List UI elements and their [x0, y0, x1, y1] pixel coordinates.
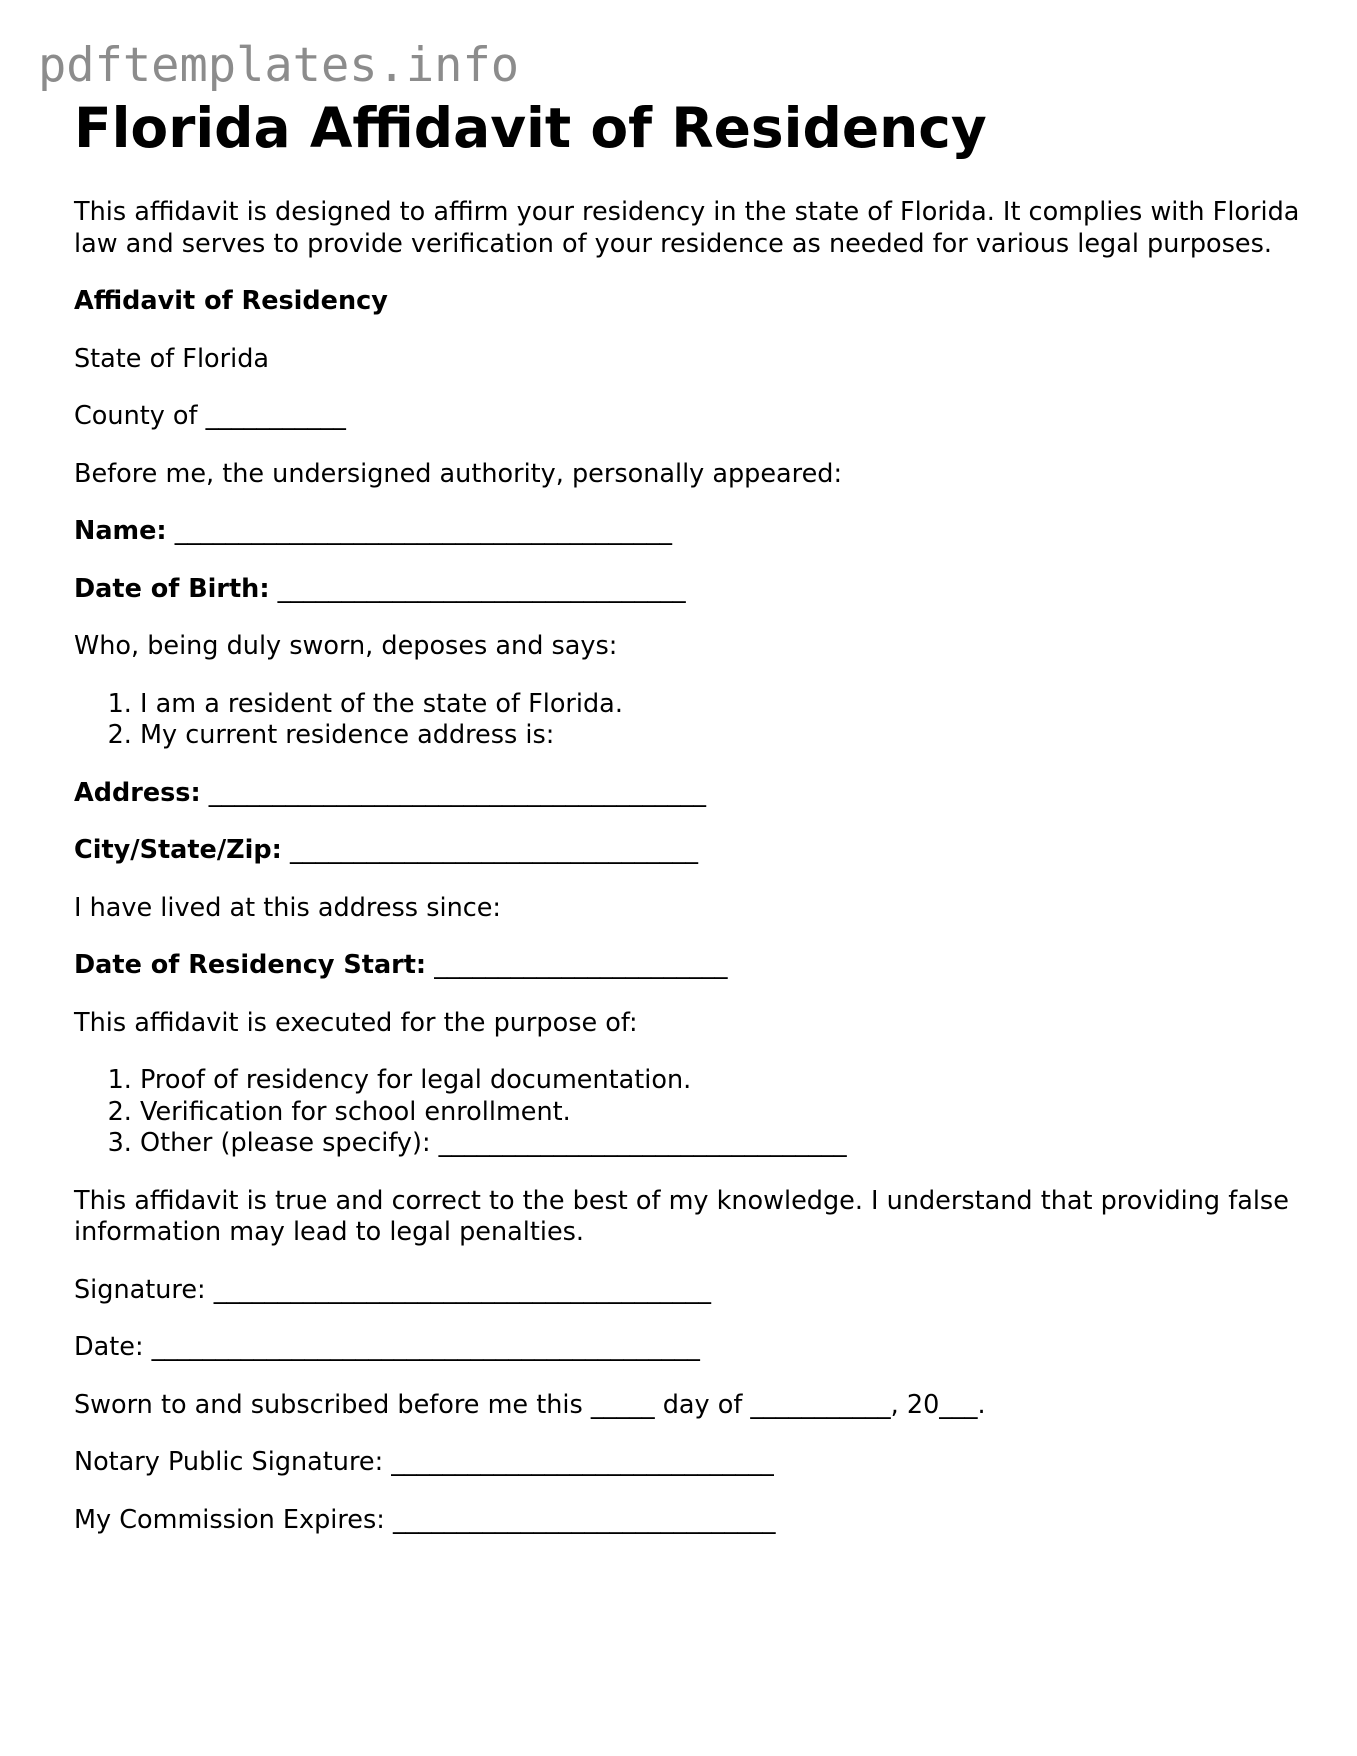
- address-label: Address:: [74, 777, 201, 808]
- residency-start-field: [74, 950, 1314, 982]
- before-me-line: Before me, the undersigned authority, personally appeared:: [74, 458, 843, 489]
- city-state-zip-field: [74, 835, 1314, 867]
- list-item: 2. My current residence address is:: [140, 720, 1314, 752]
- purpose-intro: This affidavit is executed for the purpose of:: [74, 1007, 638, 1038]
- list-item: 1. Proof of residency for legal documentation.: [140, 1065, 1314, 1097]
- lived-since-line: I have lived at this address since:: [74, 892, 502, 923]
- dob-blank[interactable]: ________________________________: [277, 573, 686, 604]
- list-item: 2. Verification for school enrollment.: [140, 1097, 1314, 1129]
- name-blank[interactable]: _______________________________________: [174, 516, 672, 546]
- city-state-zip-label: City/State/Zip:: [74, 835, 282, 865]
- residency-start-blank[interactable]: _______________________: [434, 950, 728, 980]
- dob-label: Date of Birth:: [74, 573, 270, 604]
- notary-signature-line[interactable]: Notary Public Signature: ______________________________: [74, 1447, 774, 1477]
- truth-statement: This affidavit is true and correct to the best of my knowledge. I understand that providing false information may lead to legal penalties.: [74, 1185, 1289, 1247]
- purposes-list: [74, 1065, 1314, 1160]
- document-title: Florida Affidavit of Residency: [74, 96, 987, 160]
- sworn-line: Who, being duly sworn, deposes and says:: [74, 631, 618, 661]
- residency-start-label: Date of Residency Start:: [74, 950, 427, 980]
- address-field: [74, 778, 1314, 810]
- document-page: [74, 96, 1314, 1536]
- statements-list: [74, 689, 1314, 752]
- list-item[interactable]: 3. Other (please specify): ________________________________: [140, 1128, 1314, 1160]
- name-field: [74, 516, 1314, 548]
- signature-line[interactable]: Signature: _______________________________________: [74, 1274, 711, 1305]
- name-label: Name:: [74, 516, 167, 546]
- address-blank[interactable]: _______________________________________: [208, 777, 707, 808]
- commission-expires-line[interactable]: My Commission Expires: ______________________________: [74, 1504, 776, 1535]
- state-line: State of Florida: [74, 343, 270, 374]
- date-line[interactable]: Date: ___________________________________________: [74, 1332, 700, 1362]
- intro-paragraph: This affidavit is designed to affirm your residency in the state of Florida. It complies with Florida law and serves to provide verification of your residence as needed for various legal purposes.: [74, 197, 1300, 259]
- watermark: pdftemplates.info: [38, 38, 520, 93]
- city-state-zip-blank[interactable]: ________________________________: [289, 835, 698, 865]
- dob-field: [74, 574, 1314, 606]
- county-line: County of ___________: [74, 401, 346, 431]
- list-item: 1. I am a resident of the state of Florida.: [140, 689, 1314, 721]
- sworn-before-line[interactable]: Sworn to and subscribed before me this _____ day of ___________, 20___.: [74, 1389, 986, 1420]
- section-heading: Affidavit of Residency: [74, 286, 388, 316]
